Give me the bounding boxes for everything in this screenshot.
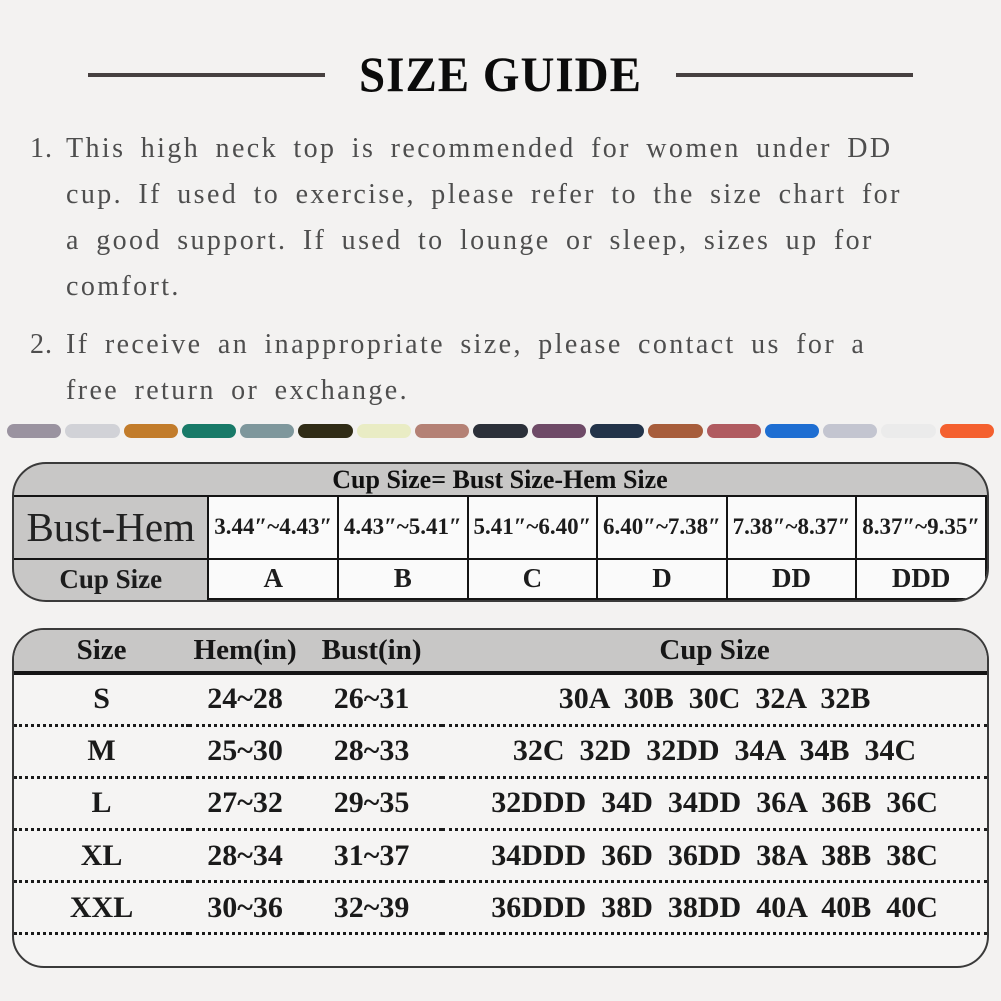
color-swatch: [182, 424, 236, 438]
title-rule-left: [88, 73, 325, 77]
bust-hem-range: 7.38″~8.37″: [727, 496, 857, 558]
bust-cell: 28~33: [301, 725, 442, 777]
color-swatch: [532, 424, 586, 438]
cups-cell: 30A 30B 30C 32A 32B: [558, 682, 871, 716]
table-row: [14, 673, 987, 725]
note-line: free return or exchange.: [66, 375, 409, 406]
size-cell: M: [14, 725, 189, 777]
color-swatch: [240, 424, 294, 438]
bust-cell: 31~37: [301, 830, 442, 882]
hem-cell: 27~32: [189, 777, 301, 829]
title-rule-right: [676, 73, 913, 77]
cup-formula-table: [12, 462, 989, 602]
color-swatch: [707, 424, 761, 438]
note-line: This high neck top is recommended for women under DD: [66, 133, 893, 164]
bust-hem-range: 4.43″~5.41″: [338, 496, 468, 558]
hem-cell: 30~36: [189, 882, 301, 934]
color-swatch: [7, 424, 61, 438]
color-swatch: [415, 424, 469, 438]
bust-hem-range: 8.37″~9.35″: [856, 496, 986, 558]
note-item-2: [30, 322, 1001, 414]
cup-size-value: D: [597, 559, 727, 599]
note-line: comfort.: [66, 271, 181, 302]
bust-hem-range: 3.44″~4.43″: [208, 496, 338, 558]
table-row: [14, 882, 987, 934]
table-footer-spacer: [14, 934, 987, 966]
column-header-bust: Bust(in): [301, 630, 442, 673]
page-title: SIZE GUIDE: [359, 47, 642, 103]
note-text: [66, 126, 902, 310]
table-row: [14, 777, 987, 829]
note-text: [66, 322, 866, 414]
color-swatch: [124, 424, 178, 438]
color-swatch: [648, 424, 702, 438]
color-swatch-row: [7, 424, 994, 438]
column-header-cupsize: Cup Size: [442, 630, 987, 673]
column-header-hem: Hem(in): [189, 630, 301, 673]
note-number: 2.: [30, 329, 53, 360]
bust-cell: 32~39: [301, 882, 442, 934]
size-cell: XL: [14, 830, 189, 882]
table-row: [14, 725, 987, 777]
cup-size-value: C: [468, 559, 598, 599]
color-swatch: [881, 424, 935, 438]
hem-cell: 28~34: [189, 830, 301, 882]
cup-size-value: DD: [727, 559, 857, 599]
bust-cell: 29~35: [301, 777, 442, 829]
color-swatch: [357, 424, 411, 438]
color-swatch: [65, 424, 119, 438]
cup-size-value: DDD: [856, 559, 986, 599]
bust-hem-row-label: Bust-Hem: [26, 504, 195, 551]
note-line: a good support. If used to lounge or sleep, sizes up for: [66, 225, 874, 256]
column-header-size: Size: [14, 630, 189, 673]
cups-cell: 32DDD 34D 34DD 36A 36B 36C: [442, 777, 987, 829]
color-swatch: [473, 424, 527, 438]
color-swatch: [298, 424, 352, 438]
cups-cell: 36DDD 38D 38DD 40A 40B 40C: [442, 882, 987, 934]
cup-size-value: B: [338, 559, 468, 599]
notes-list: [30, 126, 1001, 414]
bust-hem-range: 5.41″~6.40″: [468, 496, 598, 558]
size-cell: L: [14, 777, 189, 829]
bust-cell: 26~31: [333, 682, 410, 716]
size-cell: S: [93, 682, 110, 716]
color-swatch: [765, 424, 819, 438]
cup-formula-header: Cup Size= Bust Size-Hem Size: [14, 464, 986, 496]
note-line: If receive an inappropriate size, please contact us for a: [66, 329, 867, 360]
hem-cell: 24~28: [207, 682, 283, 716]
hem-cell: 25~30: [189, 725, 301, 777]
size-guide-header: [0, 47, 1001, 103]
cup-size-row-label: Cup Size: [14, 559, 208, 599]
note-item-1: [30, 126, 1001, 310]
cups-cell: 32C 32D 32DD 34A 34B 34C: [442, 725, 987, 777]
note-line: cup. If used to exercise, please refer to the size chart for: [66, 179, 902, 210]
color-swatch: [590, 424, 644, 438]
cup-size-value: A: [208, 559, 338, 599]
size-cell: XXL: [14, 882, 189, 934]
bust-hem-range: 6.40″~7.38″: [597, 496, 727, 558]
cups-cell: 34DDD 36D 36DD 38A 38B 38C: [442, 830, 987, 882]
table-row: [14, 830, 987, 882]
color-swatch: [940, 424, 994, 438]
color-swatch: [823, 424, 877, 438]
size-chart-table: [12, 628, 989, 968]
note-number: 1.: [30, 133, 53, 164]
